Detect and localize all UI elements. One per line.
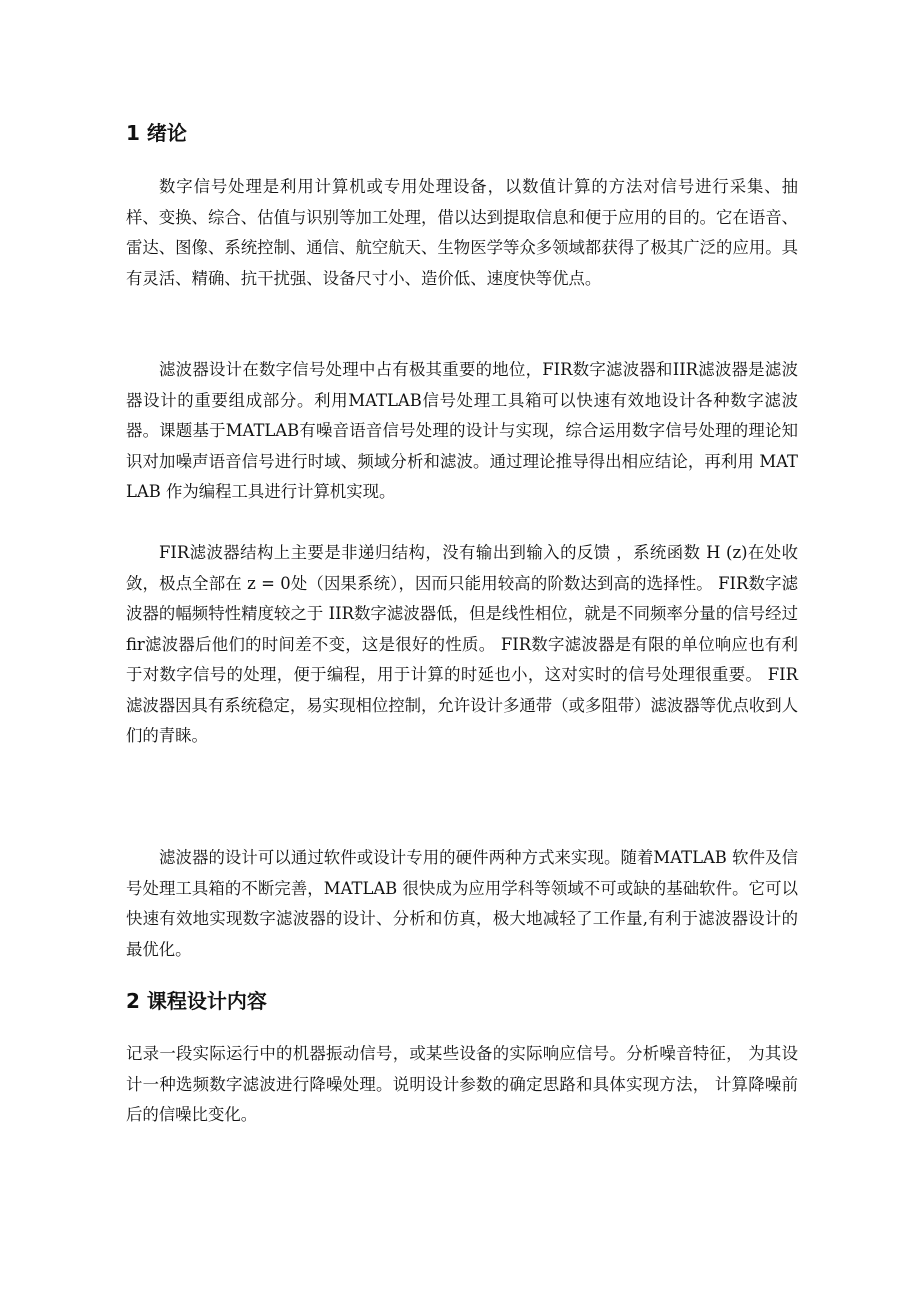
course-content-paragraph: 记录一段实际运行中的机器振动信号，或某些设备的实际响应信号。分析噪音特征， 为其设计一种选频数字滤波进行降噪处理。说明设计参数的确定思路和具体实现方法， 计算降噪前后的信噪比变化。 <box>126 1044 798 1124</box>
section-heading-course-content: 2 课程设计内容 <box>126 989 267 1013</box>
intro-paragraph-fir-filter: FIR滤波器结构上主要是非递归结构，没有输出到输入的反馈 ，系统函数 H (z)在处收敛，极点全部在 z = 0处（因果系统），因而只能用较高的阶数达到高的选择性。 FIR数字滤波器的幅频特性精度较之于 IIR数字滤波器低，但是线性相位，就是不同频率分量的信号经过 fir滤波器后他们的时间差不变，这是很好的性质。 FIR数字滤波器是有限的单位响应也有利于对数字信号的处理，便于编程，用于计算的时延也小，这对实时的信号处理很重要。 FIR滤波器因具有系统稳定，易实现相位控制，允许设计多通带（或多阻带）滤波器等优点收到人们的青睐。 <box>126 543 799 745</box>
intro-paragraph-dsp-overview: 数字信号处理是利用计算机或专用处理设备，以数值计算的方法对信号进行采集、抽样、变换、综合、估值与识别等加工处理，借以达到提取信息和便于应用的目的。它在语音、雷达、图像、系统控制、通信、航空航天、生物医学等众多领域都获得了极其广泛的应用。具有灵活、精确、抗干扰强、设备尺寸小、造价低、速度快等优点。 <box>126 177 799 288</box>
intro-paragraph-filter-design: 滤波器设计在数字信号处理中占有极其重要的地位，FIR数字滤波器和IIR滤波器是滤波器设计的重要组成部分。利用MATLAB信号处理工具箱可以快速有效地设计各种数字滤波器。课题基于MATLAB有噪音语音信号处理的设计与实现，综合运用数字信号处理的理论知识对加噪声语音信号进行时域、频域分析和滤波。通过理论推导得出相应结论，再利用 MATLAB 作为编程工具进行计算机实现。 <box>126 360 798 501</box>
intro-paragraph-matlab: 滤波器的设计可以通过软件或设计专用的硬件两种方式来实现。随着MATLAB 软件及信号处理工具箱的不断完善，MATLAB 很快成为应用学科等领域不可或缺的基础软件。它可以快速有效地实现数字滤波器的设计、分析和仿真，极大地减轻了工作量,有利于滤波器设计的最优化。 <box>126 848 798 959</box>
section-heading-introduction: 1 绪论 <box>126 121 187 145</box>
